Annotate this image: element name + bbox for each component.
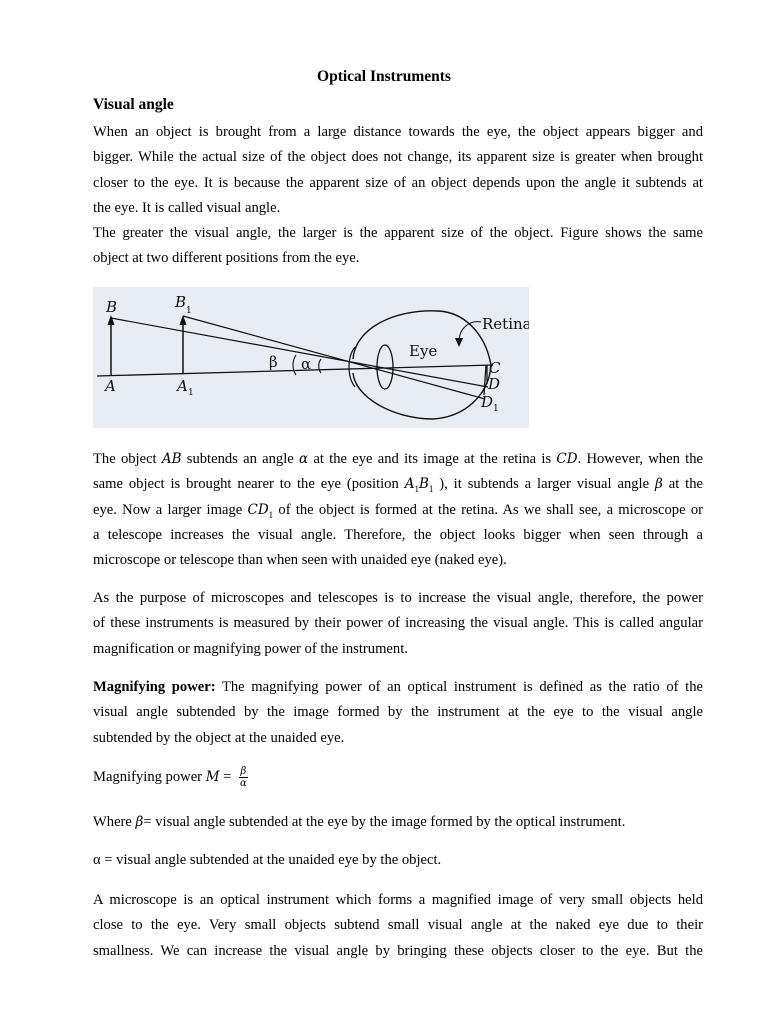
- text-line: bigger. While the actual size of the object does not change, its apparent size is greater when brought: [93, 149, 703, 166]
- text-line: close to the eye. Very small objects subtend small visual angle at the naked eye due to their: [93, 917, 703, 934]
- visual-angle-figure: [93, 287, 529, 428]
- label-c: C: [489, 359, 501, 377]
- label-b1-sub: 1: [186, 306, 192, 316]
- paragraph-purpose: [93, 586, 703, 662]
- text-line: same object is brought nearer to the eye (position $A_1B_1$ ), it subtends a larger visual angle β at the: [93, 476, 703, 495]
- label-d: D: [488, 375, 501, 393]
- text-line: visual angle subtended by the image formed by the instrument at the eye to the visual angle: [93, 704, 703, 721]
- definition-alpha: α = visual angle subtended at the unaided eye by the object.: [93, 852, 442, 868]
- text-line: smallness. We can increase the visual angle by bringing these objects closer to the eye. But the: [93, 942, 703, 959]
- text-line: subtended by the object at the unaided eye.: [93, 729, 345, 746]
- paragraph-microscope: [93, 888, 703, 964]
- text-line: microscope or telescope than when seen with unaided eye (naked eye).: [93, 552, 507, 569]
- paragraph-magnifying-power-definition: [93, 675, 703, 751]
- label-eye: Eye: [409, 342, 438, 360]
- label-a1: A: [177, 377, 188, 395]
- paragraph-object-angle: [93, 447, 703, 573]
- text-line: magnification or magnifying power of the instrument.: [93, 640, 408, 657]
- image-cd1: [484, 365, 486, 395]
- retina-pointer-arrowhead: [455, 338, 463, 347]
- text-line: eye. Now a larger image $CD_1$ of the object is formed at the retina. As we shall see, a microscope or: [93, 501, 703, 520]
- magnifying-power-formula: Magnifying power M = $\frac{\beta}{\alpha}$: [93, 766, 247, 789]
- definition-beta: Where β= visual angle subtended at the eye by the image formed by the optical instrument.: [93, 814, 626, 830]
- text-line: Magnifying power: The magnifying power of an optical instrument is defined as the ratio of the: [93, 679, 703, 695]
- text-line: a telescope increases the visual angle. Therefore, the object looks bigger when seen through a: [93, 526, 703, 543]
- section-heading: Visual angle: [93, 96, 174, 113]
- text-line: of these instruments is measured by their power of increasing the visual angle. This is called angular: [93, 615, 703, 632]
- fraction-beta-over-alpha: $\frac{\beta}{\alpha}$: [240, 766, 247, 789]
- text-line: The greater the visual angle, the larger is the apparent size of the object. Figure shows the same: [93, 225, 703, 242]
- beta-arc: [293, 355, 296, 375]
- paragraph-visual-angle-intro: [93, 120, 703, 272]
- text-line: the eye. It is called visual angle.: [93, 199, 281, 216]
- label-d1-sub: 1: [493, 404, 499, 414]
- label-a: A: [105, 377, 116, 395]
- label-a1-sub: 1: [188, 388, 194, 398]
- page-title: Optical Instruments: [317, 68, 451, 85]
- alpha-arc: [319, 359, 321, 373]
- label-beta: β: [269, 353, 278, 371]
- label-d1: D: [481, 393, 494, 411]
- object-ab-arrowhead: [108, 315, 115, 325]
- text-line: The object AB subtends an angle α at the eye and its image at the retina is CD. However, when the: [93, 451, 703, 467]
- eye-diagram: [93, 287, 529, 428]
- label-alpha: α: [301, 355, 312, 373]
- text-line: A microscope is an optical instrument which forms a magnified image of very small objects held: [93, 892, 703, 908]
- text-line: closer to the eye. It is because the apparent size of an object depends upon the angle it subtends at: [93, 174, 703, 191]
- label-b1: B: [175, 293, 187, 311]
- label-b: B: [106, 298, 118, 316]
- text-line: When an object is brought from a large distance towards the eye, the object appears bigger and: [93, 124, 703, 140]
- ray-from-b1: [183, 316, 485, 399]
- text-line: object at two different positions from the eye.: [93, 250, 360, 267]
- term-bold: Magnifying power:: [93, 679, 216, 695]
- label-retina: Retina: [482, 315, 529, 333]
- eyeball-outline: [353, 311, 494, 419]
- text-line: As the purpose of microscopes and telescopes is to increase the visual angle, therefore, the power: [93, 590, 703, 606]
